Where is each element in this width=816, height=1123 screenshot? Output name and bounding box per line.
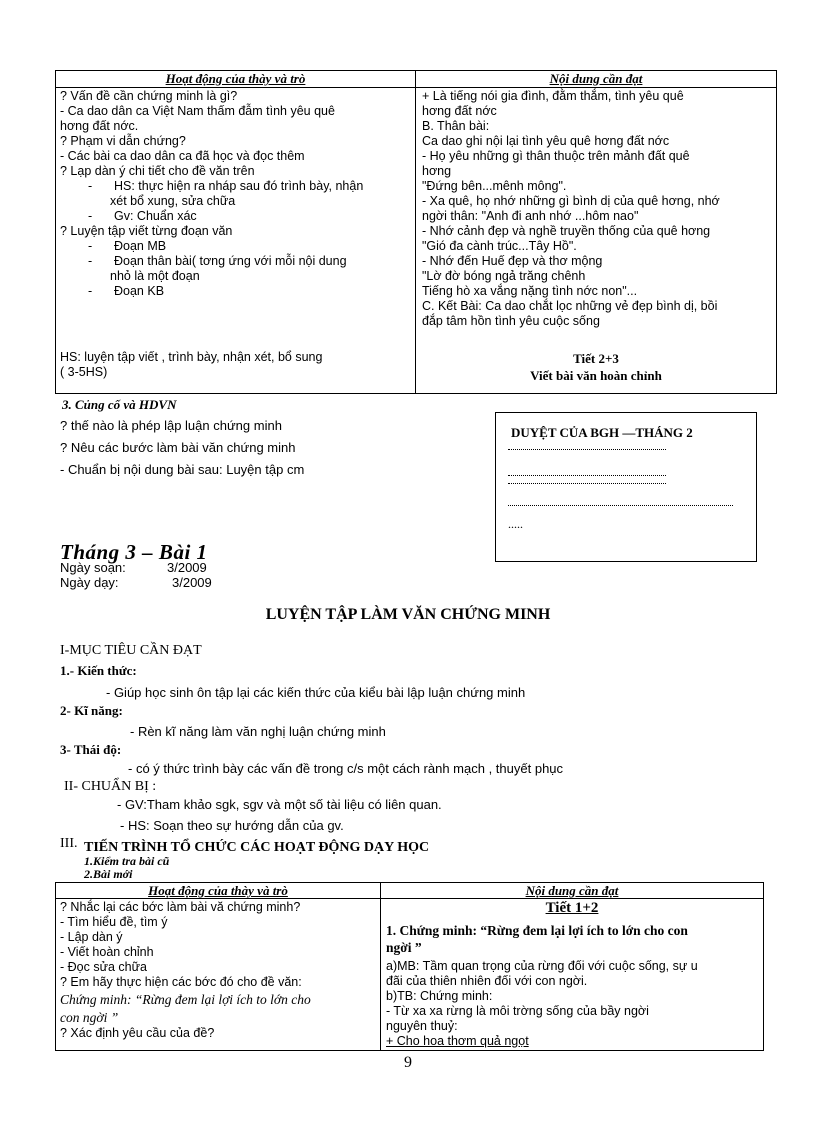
consolidation-item: - Chuẩn bị nội dung bài sau: Luyện tập cm [60, 462, 305, 477]
attitude-label: 3- Thái độ: [60, 742, 122, 757]
table-1-header-left: Hoạt động của thày và trò [165, 71, 306, 86]
table-2-right-column [386, 959, 698, 1049]
month-title: Tháng 3 – Bài 1 [60, 540, 208, 564]
table-1-left-text: ? Vấn đề cần chứng minh là gì? [60, 89, 238, 103]
knowledge-label: 1.- Kiến thức: [60, 663, 137, 678]
process-roman: III. [60, 836, 78, 851]
table-2-right-bold-line: 1. Chứng minh: “Rừng đem lại lợi ích to lớn cho con [386, 923, 688, 938]
table-1-left-line [60, 179, 412, 194]
approval-dots-line [508, 483, 666, 484]
table-1-left-text: Đoạn MB [114, 239, 167, 253]
skill-label: 2- Kĩ năng: [60, 703, 123, 718]
table-1-left-text: ? Lạp dàn ý chi tiết cho đề văn trên [60, 164, 255, 178]
preparation-heading: II- CHUẨN BỊ : [64, 779, 157, 794]
table-2-header-right: Nội dung cần đạt [525, 883, 619, 898]
consolidation-item: ? Nêu các bước làm bài văn chứng minh [60, 440, 296, 455]
table-2-left-line: - Tìm hiểu đề, tìm ý [60, 915, 168, 929]
preparation-hs: - HS: Soạn theo sự hướng dẫn của gv. [120, 818, 344, 833]
table-1-right-line: Ca dao ghi nội lại tình yêu quê hơng đất nớc [422, 134, 670, 148]
page-number: 9 [404, 1054, 412, 1071]
teach-date-label: Ngày dạy: [60, 575, 119, 590]
lesson-period-task: Viết bài văn hoàn chỉnh [530, 368, 662, 383]
table-2-left-line: ? Xác định yêu cầu của đề? [60, 1026, 215, 1040]
table-2-left-column [60, 900, 311, 1041]
table-2-left-line: ? Nhắc lại các bớc làm bài vă chứng minh? [60, 900, 301, 914]
lesson-title: LUYỆN TẬP LÀM VĂN CHỨNG MINH [265, 606, 551, 623]
table-1-left-bottom-line: ( 3-5HS) [60, 365, 108, 379]
table-1-right-line: hơng đất nớc [422, 104, 497, 118]
table-1-right-line: - Nhớ đến Huế đẹp và thơ mộng [422, 254, 603, 268]
table-1-left-text: nhỏ là một đoạn [110, 269, 200, 283]
table-2-left-line: - Viết hoàn chỉnh [60, 945, 154, 959]
table-1-right-line: hơng [422, 164, 452, 178]
table-2-right-line: đãi của thiên nhiên đối với con ngời. [386, 974, 588, 988]
approval-dots-line [508, 449, 666, 450]
list-bullet: - [88, 284, 93, 298]
process-step-1: 1.Kiểm tra bài cũ [84, 854, 170, 868]
table-1-right-bottom [416, 351, 776, 383]
table-2-header-left: Hoạt động của thày và trò [148, 883, 288, 898]
table-1-right-line: "Lờ đờ bóng ngả trăng chênh [422, 269, 586, 283]
table-1-right-line: - Xa quê, họ nhớ những gì bình dị của quê hơng, nhớ [422, 194, 720, 208]
knowledge-text: - Giúp học sinh ôn tập lại các kiến thức của kiểu bài lập luận chứng minh [106, 685, 526, 700]
table-1-right-line: Tiếng hò xa vắng nặng tình nớc non"... [422, 284, 638, 298]
table-1-left-column [60, 89, 412, 299]
table-1-left-line [60, 164, 412, 179]
table-2-right-line: - Từ xa xa rừng là môi trờng sống của bầy ngời [386, 1004, 649, 1018]
lesson-period-heading: Tiết 2+3 [573, 351, 619, 366]
table-1-left-line [60, 194, 412, 209]
process-heading: TIẾN TRÌNH TỔ CHỨC CÁC HOẠT ĐỘNG DẠY HỌC [84, 840, 430, 855]
table-2-right-line: b)TB: Chứng minh: [386, 989, 493, 1003]
table-1-left-line [60, 224, 412, 239]
table-1-left-text: hơng đất nớc. [60, 119, 139, 133]
table-1-left-text: Gv: Chuẩn xác [114, 209, 197, 223]
objectives-heading: I-MỤC TIÊU CẦN ĐẠT [60, 643, 202, 658]
preparation-gv: - GV:Tham khảo sgk, sgv và một số tài liệu có liên quan. [117, 797, 442, 812]
table-1-right-line: "Đứng bên...mênh mông". [422, 179, 567, 193]
table-2-right-line: + Cho hoa thơm quả ngọt [386, 1034, 529, 1048]
table-1-left-line [60, 209, 412, 224]
approval-box-title: DUYỆT CỦA BGH —THÁNG 2 [511, 425, 693, 440]
process-step-2: 2.Bài mới [84, 867, 133, 881]
consolidation-list [60, 418, 304, 484]
consolidation-heading: 3. Củng cố và HDVN [62, 397, 177, 412]
table-2-left-line: - Lập dàn ý [60, 930, 123, 944]
list-bullet: - [88, 239, 93, 253]
list-bullet: - [88, 179, 93, 193]
table-1-right-line: C. Kết Bài: Ca dao chắt lọc những vẻ đẹp bình dị, bồi [422, 299, 718, 313]
table-1-left-line [60, 149, 412, 164]
table-1-left-bottom-line: HS: luyện tập viết , trình bày, nhận xét, bổ sung [60, 350, 323, 364]
table-2-right-heading: Tiết 1+2 [545, 900, 599, 916]
table-2-right-bold-line: ngời ” [386, 940, 422, 955]
table-1-left-line [60, 89, 412, 104]
table-2-left-line: - Đọc sửa chữa [60, 960, 147, 974]
table-1-left-bottom [60, 350, 322, 380]
table-1-right-line: + Là tiếng nói gia đình, đằm thắm, tình yêu quê [422, 89, 684, 103]
table-1-right-line: - Họ yêu những gì thân thuộc trên mảnh đất quê [422, 149, 690, 163]
attitude-text: - có ý thức trình bày các vấn đề trong c/s một cách rành mạch , thuyết phục [128, 761, 564, 776]
approval-dots-text: ..... [508, 517, 523, 531]
table-1-left-text: xét bổ xung, sửa chữa [110, 194, 236, 208]
table-2-right-line: nguyên thuỷ: [386, 1019, 458, 1033]
prep-date-label: Ngày soạn: [60, 560, 126, 575]
table-2-left-italic: Chứng minh: “Rừng đem lại lợi ích to lớn cho [60, 992, 311, 1007]
table-1-left-text: - Các bài ca dao dân ca đã học và đọc thêm [60, 149, 305, 163]
table-1-right-line: ngời thân: "Anh đi anh nhớ ...hôm nao" [422, 209, 639, 223]
table-1-left-text: Đoạn KB [114, 284, 165, 298]
table-2-right-bold [386, 922, 688, 956]
approval-dots-line [508, 505, 733, 506]
table-1-left-line [60, 134, 412, 149]
table-1-left-line [60, 104, 412, 119]
list-bullet: - [88, 254, 93, 268]
table-2-right-line: a)MB: Tầm quan trọng của rừng đối với cuộc sống, sự u [386, 959, 698, 973]
table-1-left-text: - Ca dao dân ca Việt Nam thấm đẫm tình yêu quê [60, 104, 335, 118]
table-1-right-line: đắp tâm hồn tình yêu cuộc sống [422, 314, 600, 328]
table-1-left-line [60, 269, 412, 284]
list-bullet: - [88, 209, 93, 223]
skill-text: - Rèn kĩ năng làm văn nghị luận chứng minh [130, 724, 386, 739]
prep-date-value: 3/2009 [167, 560, 207, 575]
table-1-header-right: Nội dung cần đạt [549, 71, 643, 86]
table-1-left-line [60, 239, 412, 254]
approval-dots-line [508, 475, 666, 476]
table-1-right-line: - Nhớ cảnh đẹp và nghề truyền thống của quê hơng [422, 224, 711, 238]
table-1-right-line: "Gió đa cành trúc...Tây Hồ". [422, 239, 577, 253]
table-1-left-text: ? Phạm vi dẫn chứng? [60, 134, 186, 148]
table-1-right-column [422, 89, 774, 329]
table-2-left-line: ? Em hãy thực hiện các bớc đó cho đề văn: [60, 975, 302, 989]
table-1-left-line [60, 119, 412, 134]
table-1-left-text: ? Luyện tập viết từng đoạn văn [60, 224, 233, 238]
approval-box [495, 412, 757, 562]
table-1-left-line [60, 254, 412, 269]
table-1-left-text: Đoạn thân bài( tơng ứng với mỗi nội dung [114, 254, 347, 268]
table-1-right-line: B. Thân bài: [422, 119, 490, 133]
consolidation-item: ? thế nào là phép lập luận chứng minh [60, 418, 282, 433]
table-1-left-text: HS: thực hiện ra nháp sau đó trình bày, nhận [114, 179, 364, 193]
table-1-left-line [60, 284, 412, 299]
table-2-left-italic: con ngời ” [60, 1010, 119, 1025]
teach-date-value: 3/2009 [172, 575, 212, 590]
